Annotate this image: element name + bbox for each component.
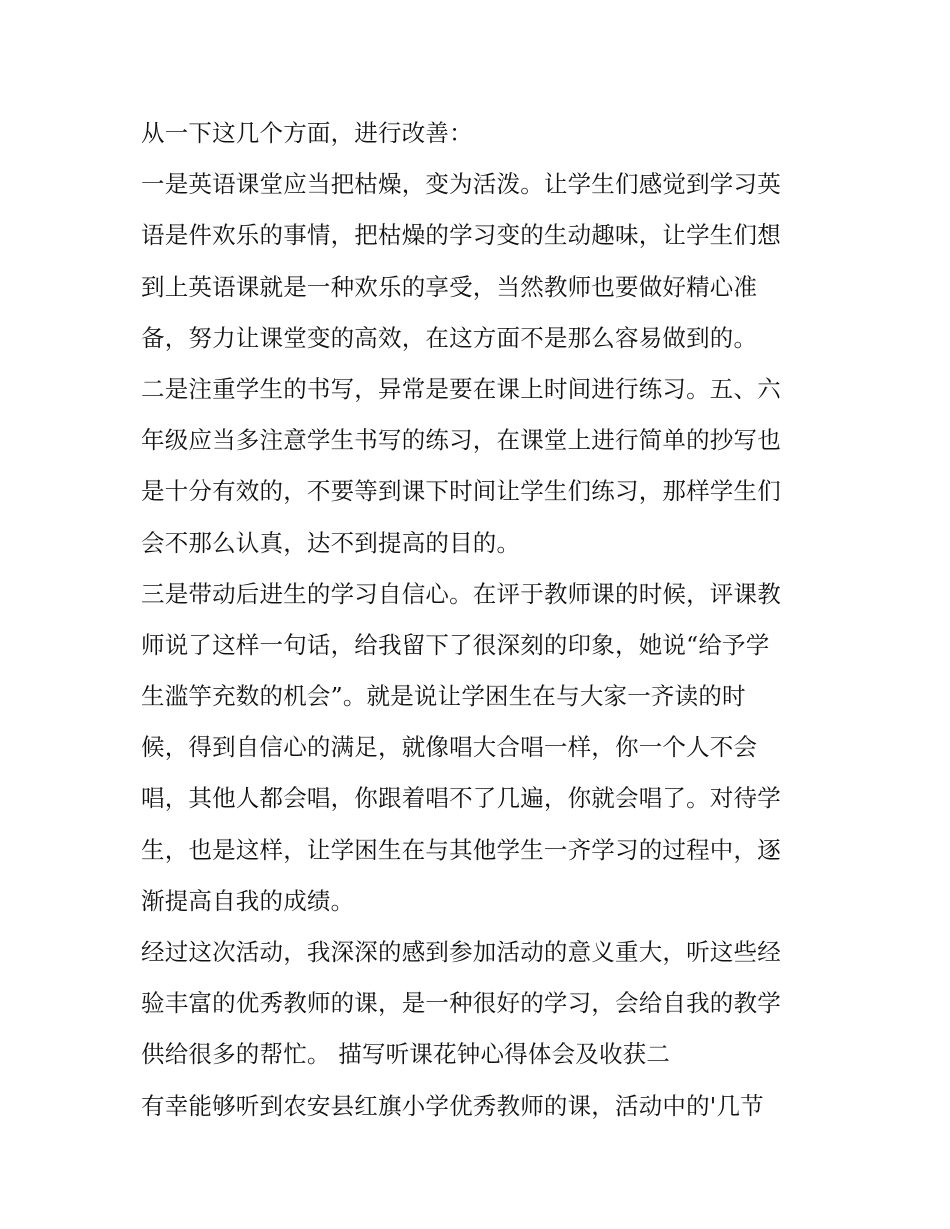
text-line: 渐提高自我的成绩。 (141, 886, 355, 915)
text-line: 年级应当多注意学生书写的练习，在课堂上进行简单的抄写也 (141, 426, 781, 455)
text-line: 候，得到自信心的满足，就像唱大合唱一样，你一个人不会 (141, 733, 758, 762)
text-line: 有幸能够听到农安县红旗小学优秀教师的课，活动中的'几节 (141, 1091, 764, 1120)
text-line: 生，也是这样，让学困生在与其他学生一齐学习的过程中，逐 (141, 835, 781, 864)
text-line: 到上英语课就是一种欢乐的享受，当然教师也要做好精心准 (141, 272, 758, 301)
text-line: 是十分有效的，不要等到课下时间让学生们练习，那样学生们 (141, 477, 781, 506)
text-line: 备，努力让课堂变的高效，在这方面不是那么容易做到的。 (141, 323, 758, 352)
text-line: 验丰富的优秀教师的课，是一种很好的学习，会给自我的教学 (141, 989, 781, 1018)
text-line: 经过这次活动，我深深的感到参加活动的意义重大，听这些经 (141, 938, 781, 966)
text-line: 一是英语课堂应当把枯燥，变为活泼。让学生们感觉到学习英 (141, 170, 781, 199)
text-line: 唱，其他人都会唱，你跟着唱不了几遍，你就会唱了。对待学 (141, 784, 781, 813)
text-line: 会不那么认真，达不到提高的目的。 (141, 528, 521, 557)
text-line: 二是注重学生的书写，异常是要在课上时间进行练习。五、六 (141, 374, 781, 403)
text-line: 供给很多的帮忙。 描写听课花钟心得体会及收获二 (141, 1040, 671, 1069)
document-body (141, 108, 831, 1132)
text-line: 生滥竽充数的机会”。就是说让学困生在与大家一齐读的时 (141, 682, 746, 711)
text-line: 三是带动后进生的学习自信心。在评于教师课的时候，评课教 (141, 579, 781, 608)
text-line: 从一下这几个方面，进行改善： (141, 119, 473, 147)
text-line: 语是件欢乐的事情，把枯燥的学习变的生动趣味，让学生们想 (141, 221, 781, 250)
text-line: 师说了这样一句话，给我留下了很深刻的印象，她说“给予学 (141, 630, 770, 659)
